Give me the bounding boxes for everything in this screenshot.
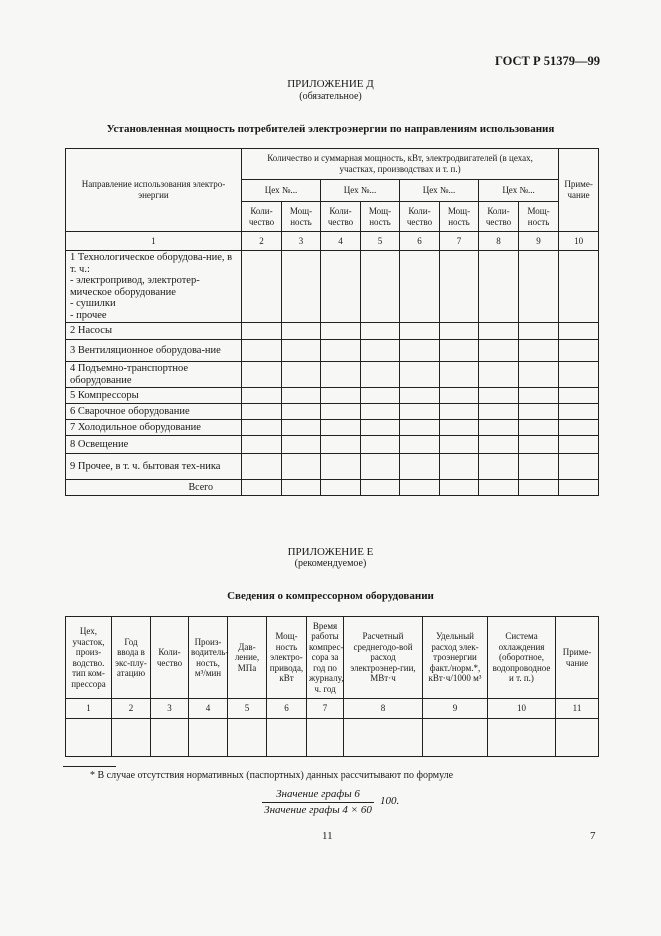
empty-cell — [559, 340, 599, 362]
workshop-header: Цех №... — [321, 180, 400, 202]
empty-cell — [559, 388, 599, 404]
empty-cell — [519, 454, 559, 480]
column-header: Время работы компрес-сора за год по журналу, ч. год — [307, 617, 344, 699]
empty-cell — [400, 436, 440, 454]
empty-cell — [479, 362, 519, 388]
empty-cell — [361, 404, 400, 420]
column-number: 5 — [361, 232, 400, 251]
empty-cell — [479, 404, 519, 420]
table-row — [66, 436, 599, 454]
empty-cell — [361, 420, 400, 436]
column-header: Год ввода в экс-плу-атацию — [112, 617, 151, 699]
empty-cell — [440, 340, 479, 362]
appendix-e-title: Сведения о компрессорном оборудовании — [227, 590, 434, 602]
column-number: 7 — [307, 699, 344, 719]
empty-cell — [519, 362, 559, 388]
empty-cell — [519, 420, 559, 436]
column-header: Мощ-ность электро-привода, кВт — [267, 617, 307, 699]
sub-header-qty: Коли-чество — [242, 202, 282, 232]
column-number: 1 — [66, 699, 112, 719]
empty-cell — [400, 340, 440, 362]
empty-cell — [282, 340, 321, 362]
empty-cell — [282, 251, 321, 323]
formula-numerator: Значение графы 6 — [276, 788, 360, 800]
column-number: 2 — [242, 232, 282, 251]
column-number: 8 — [344, 699, 423, 719]
empty-cell — [361, 388, 400, 404]
row-label: 4 Подъемно-транспортное оборудование — [66, 362, 242, 388]
row-label: 3 Вентиляционное оборудова-ние — [66, 340, 242, 362]
formula-multiplier: 100. — [380, 795, 400, 807]
empty-cell — [242, 323, 282, 340]
column-header: Расчетный среднегодо-вой расход электроэнер-гии, МВт·ч — [344, 617, 423, 699]
empty-cell — [242, 388, 282, 404]
table-row — [66, 454, 599, 480]
empty-cell — [361, 454, 400, 480]
appendix-d-title: Установленная мощность потребителей электроэнергии по направлениям использования — [106, 123, 555, 135]
workshop-header: Цех №... — [479, 180, 559, 202]
appendix-e-status: (рекомендуемое) — [294, 558, 367, 569]
empty-cell — [400, 454, 440, 480]
total-row — [66, 480, 599, 496]
table-row — [66, 388, 599, 404]
empty-cell — [479, 323, 519, 340]
column-number: 9 — [423, 699, 488, 719]
empty-cell — [282, 404, 321, 420]
empty-cell — [479, 454, 519, 480]
column-number: 6 — [267, 699, 307, 719]
empty-cell — [282, 420, 321, 436]
empty-cell — [519, 340, 559, 362]
appendix-e-heading: ПРИЛОЖЕНИЕ Е — [287, 546, 374, 558]
empty-cell — [559, 362, 599, 388]
empty-cell — [321, 436, 361, 454]
empty-cell — [519, 404, 559, 420]
empty-cell — [400, 388, 440, 404]
row-label: 7 Холодильное оборудование — [66, 420, 242, 436]
empty-cell — [440, 362, 479, 388]
column-number: 2 — [112, 699, 151, 719]
empty-cell — [519, 436, 559, 454]
sub-header-qty: Коли-чество — [321, 202, 361, 232]
row-label: 5 Компрессоры — [66, 388, 242, 404]
empty-cell — [479, 388, 519, 404]
empty-cell — [321, 454, 361, 480]
empty-cell — [559, 454, 599, 480]
empty-cell — [559, 251, 599, 323]
column-header: Произ-водитель-ность, м³/мин — [189, 617, 228, 699]
empty-cell — [242, 362, 282, 388]
empty-cell — [242, 436, 282, 454]
empty-cell — [361, 362, 400, 388]
column-number: 3 — [151, 699, 189, 719]
empty-cell — [559, 404, 599, 420]
workshop-header: Цех №... — [242, 180, 321, 202]
empty-data-row — [66, 719, 599, 757]
empty-cell — [321, 251, 361, 323]
empty-cell — [242, 454, 282, 480]
formula-denominator: Значение графы 4 × 60 — [264, 804, 372, 816]
col-note-header: Приме-чание — [559, 149, 599, 232]
column-number: 9 — [519, 232, 559, 251]
empty-cell — [321, 362, 361, 388]
empty-cell — [479, 420, 519, 436]
footnote-separator — [63, 766, 116, 767]
empty-cell — [400, 323, 440, 340]
empty-cell — [282, 436, 321, 454]
workshop-header: Цех №... — [400, 180, 479, 202]
empty-cell — [479, 436, 519, 454]
table-row — [66, 251, 599, 323]
column-header: Удельный расход элек-троэнергии факт./норм.*, кВт·ч/1000 м³ — [423, 617, 488, 699]
empty-cell — [361, 251, 400, 323]
sub-header-power: Мощ-ность — [440, 202, 479, 232]
sub-header-power: Мощ-ность — [361, 202, 400, 232]
sub-header-power: Мощ-ность — [519, 202, 559, 232]
fraction-bar — [262, 802, 374, 803]
table-row — [66, 323, 599, 340]
footnote-text: * В случае отсутствия нормативных (паспортных) данных рассчитывают по формуле — [90, 770, 454, 781]
col-group-header: Количество и суммарная мощность, кВт, электродвигателей (в цехах, участках, производствах и т. п.) — [242, 149, 559, 180]
empty-cell — [361, 436, 400, 454]
table-row — [66, 420, 599, 436]
empty-cell — [321, 404, 361, 420]
row-label: 1 Технологическое оборудова-ние, в т. ч.: - электропривод, электротер-мическое оборудование - сушилки - прочее — [66, 251, 242, 323]
column-number: 11 — [556, 699, 599, 719]
empty-cell — [440, 420, 479, 436]
column-number: 1 — [66, 232, 242, 251]
column-number: 5 — [228, 699, 267, 719]
table-row — [66, 404, 599, 420]
empty-cell — [440, 436, 479, 454]
empty-cell — [242, 251, 282, 323]
empty-cell — [321, 388, 361, 404]
page-number-right: 7 — [590, 830, 596, 842]
empty-cell — [400, 362, 440, 388]
empty-cell — [479, 251, 519, 323]
sub-header-power: Мощ-ность — [282, 202, 321, 232]
column-number: 10 — [488, 699, 556, 719]
appendix-d-heading: ПРИЛОЖЕНИЕ Д — [287, 78, 374, 90]
empty-cell — [242, 340, 282, 362]
empty-cell — [361, 340, 400, 362]
empty-cell — [321, 323, 361, 340]
empty-cell — [440, 404, 479, 420]
row-label: 9 Прочее, в т. ч. бытовая тех-ника — [66, 454, 242, 480]
column-number: 7 — [440, 232, 479, 251]
row-label: 8 Освещение — [66, 436, 242, 454]
row-label: 2 Насосы — [66, 323, 242, 340]
empty-cell — [440, 251, 479, 323]
column-number: 4 — [189, 699, 228, 719]
empty-cell — [479, 340, 519, 362]
appendix-d-status: (обязательное) — [299, 91, 362, 102]
table-row — [66, 362, 599, 388]
empty-cell — [440, 388, 479, 404]
empty-cell — [559, 420, 599, 436]
power-consumers-table — [65, 148, 599, 496]
empty-cell — [282, 362, 321, 388]
sub-header-qty: Коли-чество — [400, 202, 440, 232]
empty-cell — [321, 420, 361, 436]
col-direction-header: Направление использования электро-энергии — [66, 149, 242, 232]
total-label: Всего — [66, 480, 242, 496]
column-number: 8 — [479, 232, 519, 251]
empty-cell — [400, 420, 440, 436]
empty-cell — [282, 388, 321, 404]
column-number-row — [66, 232, 599, 251]
empty-cell — [400, 404, 440, 420]
empty-cell — [559, 323, 599, 340]
column-number: 6 — [400, 232, 440, 251]
column-number: 3 — [282, 232, 321, 251]
empty-cell — [242, 404, 282, 420]
column-header: Цех, участок, произ-водство. тип ком-прессора — [66, 617, 112, 699]
column-header: Коли-чество — [151, 617, 189, 699]
empty-cell — [440, 454, 479, 480]
empty-cell — [519, 388, 559, 404]
empty-cell — [559, 436, 599, 454]
empty-cell — [400, 251, 440, 323]
table-row — [66, 340, 599, 362]
column-header: Приме-чание — [556, 617, 599, 699]
column-header: Система охлаждения (оборотное, водопроводное и т. п.) — [488, 617, 556, 699]
compressor-table — [65, 616, 599, 757]
empty-cell — [282, 323, 321, 340]
standard-number: ГОСТ Р 51379—99 — [494, 54, 600, 68]
empty-cell — [242, 420, 282, 436]
empty-cell — [321, 340, 361, 362]
page-number-center: 11 — [322, 830, 333, 842]
empty-cell — [519, 251, 559, 323]
empty-cell — [440, 323, 479, 340]
empty-cell — [282, 454, 321, 480]
empty-cell — [361, 323, 400, 340]
column-number: 10 — [559, 232, 599, 251]
sub-header-qty: Коли-чество — [479, 202, 519, 232]
empty-cell — [519, 323, 559, 340]
row-label: 6 Сварочное оборудование — [66, 404, 242, 420]
column-header: Дав-ление, МПа — [228, 617, 267, 699]
column-number: 4 — [321, 232, 361, 251]
